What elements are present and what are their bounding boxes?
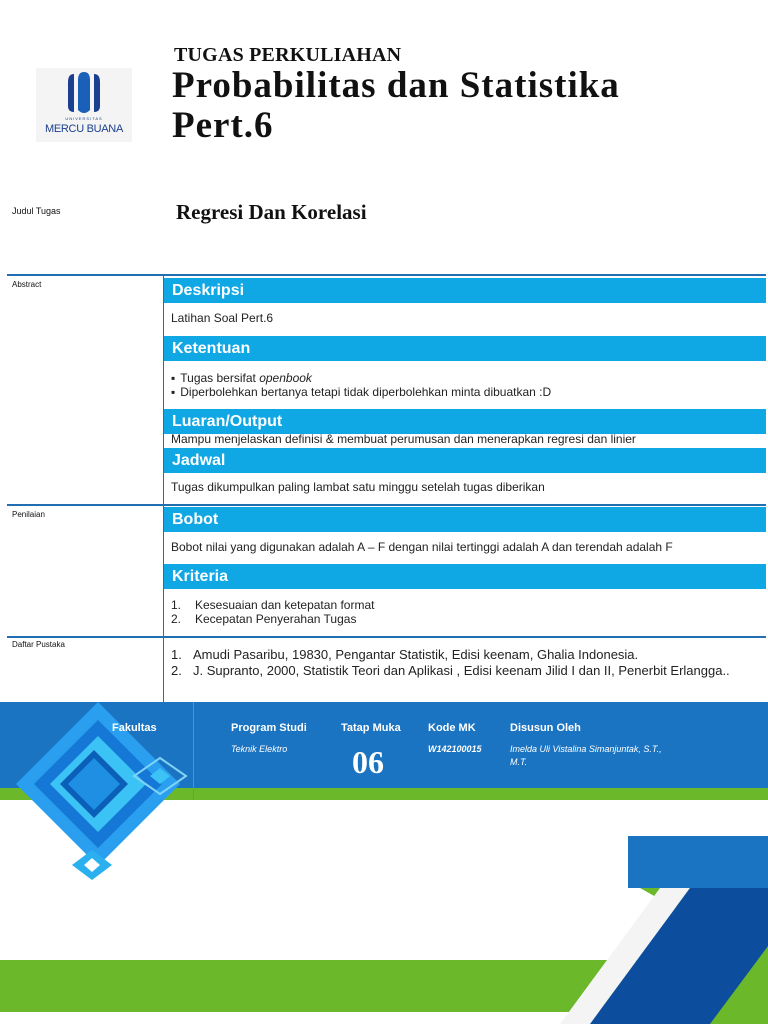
bobot-heading: Bobot bbox=[164, 507, 766, 532]
ketentuan-heading: Ketentuan bbox=[164, 336, 766, 361]
logo-name: MERCU BUANA bbox=[45, 123, 123, 135]
title-line-1: Probabilitas dan Statistika bbox=[172, 65, 620, 106]
bobot-text: Bobot nilai yang digunakan adalah A – F dengan nilai tertinggi adalah A dan terendah adalah F bbox=[171, 540, 673, 554]
program-studi-label: Program Studi bbox=[231, 722, 307, 734]
section-divider-pustaka bbox=[7, 636, 766, 638]
program-studi-value: Teknik Elektro bbox=[231, 744, 288, 754]
section-divider-abstract bbox=[7, 274, 766, 276]
mercu-buana-emblem-icon bbox=[62, 72, 106, 116]
kode-mk-label: Kode MK bbox=[428, 722, 476, 734]
jadwal-text: Tugas dikumpulkan paling lambat satu minggu setelah tugas diberikan bbox=[171, 480, 545, 494]
ketentuan-list bbox=[171, 371, 551, 399]
column-divider bbox=[163, 638, 164, 702]
footer-divider bbox=[193, 702, 194, 800]
luaran-heading: Luaran/Output bbox=[164, 409, 766, 434]
diamond-decoration-icon bbox=[0, 700, 200, 885]
judul-label: Judul Tugas bbox=[12, 206, 61, 216]
document-kicker: TUGAS PERKULIAHAN bbox=[174, 44, 402, 66]
tatap-muka-value: 06 bbox=[352, 744, 384, 780]
list-item: 1. Amudi Pasaribu, 19830, Pengantar Statistik, Edisi keenam, Ghalia Indonesia. bbox=[171, 647, 639, 662]
section-divider-penilaian bbox=[7, 504, 766, 506]
logo-subtitle: UNIVERSITAS bbox=[65, 116, 103, 121]
disusun-oleh-label: Disusun Oleh bbox=[510, 722, 581, 734]
pustaka-list bbox=[171, 647, 733, 679]
abstract-label: Abstract bbox=[12, 280, 42, 289]
disusun-oleh-value: Imelda Uli Vistalina Simanjuntak, S.T., M.T. bbox=[510, 744, 662, 767]
judul-value: Regresi Dan Korelasi bbox=[176, 200, 367, 224]
penilaian-label: Penilaian bbox=[12, 510, 45, 519]
deskripsi-heading: Deskripsi bbox=[164, 278, 766, 303]
kode-mk-value: W142100015 bbox=[428, 744, 482, 754]
list-item: 2. J. Supranto, 2000, Statistik Teori dan Aplikasi , Edisi keenam Jilid I dan II, Penerbit Erlangga.. bbox=[171, 663, 730, 678]
list-item: 2. Kecepatan Penyerahan Tugas bbox=[171, 612, 357, 626]
deskripsi-text: Latihan Soal Pert.6 bbox=[171, 311, 274, 325]
list-item: ▪ Diperbolehkan bertanya tetapi tidak diperbolehkan minta dibuatkan :D bbox=[171, 385, 551, 399]
list-item: ▪ Tugas bersifat openbook bbox=[171, 371, 551, 385]
list-item: 1. Kesesuaian dan ketepatan format bbox=[171, 598, 375, 612]
luaran-text: Mampu menjelaskan definisi & membuat perumusan dan menerapkan regresi dan linier bbox=[171, 432, 636, 446]
fakultas-label: Fakultas bbox=[112, 722, 157, 734]
title-line-2: Pert.6 bbox=[172, 105, 274, 146]
tatap-muka-label: Tatap Muka bbox=[341, 722, 401, 734]
page-title bbox=[172, 66, 620, 146]
corner-shapes-decoration-icon bbox=[560, 836, 768, 1024]
kriteria-list bbox=[171, 598, 374, 626]
university-logo bbox=[36, 68, 132, 142]
kriteria-heading: Kriteria bbox=[164, 564, 766, 589]
jadwal-heading: Jadwal bbox=[164, 448, 766, 473]
daftar-pustaka-label: Daftar Pustaka bbox=[12, 640, 65, 649]
